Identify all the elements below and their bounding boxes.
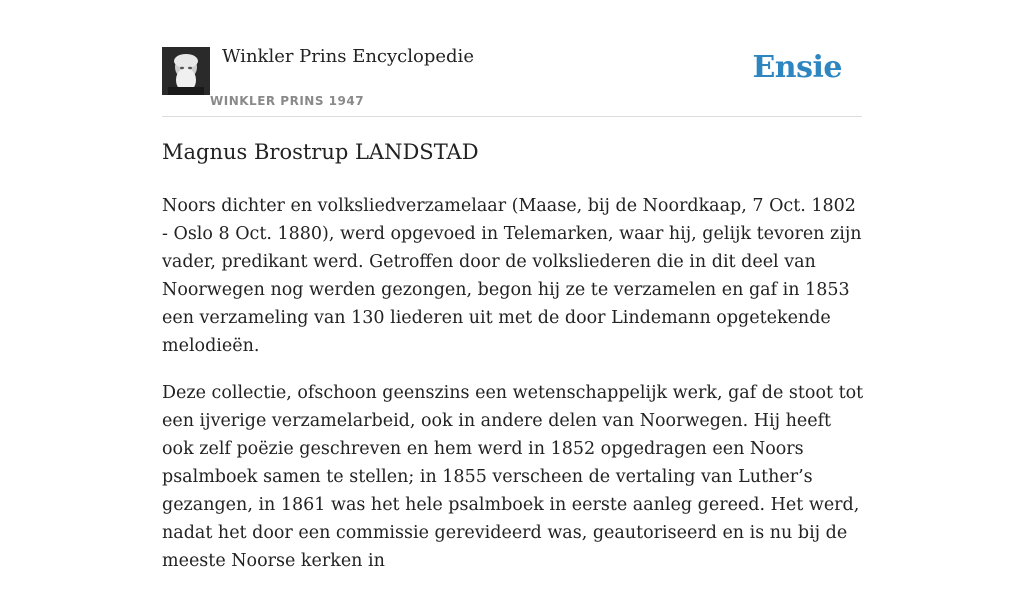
header (162, 0, 862, 117)
source-title[interactable]: Winkler Prins Encyclopedie (222, 46, 474, 67)
brand-logo[interactable]: Ensie (752, 50, 842, 85)
article-body (162, 192, 867, 594)
article-paragraph: Noors dichter en volksliedverzamelaar (Maase, bij de Noordkaap, 7 Oct. 1802 - Oslo 8 Oct. 1880), werd opgevoed in Telemarken, waar hij, gelijk tevoren zijn vader, predikant werd. Getroffen door de volksliederen die in dit deel van Noorwegen nog werden gezongen, begon hij ze te verzamelen en gaf in 1853 een verzameling van 130 liederen uit met de door Lindemann opgetekende melodieën. (162, 196, 862, 356)
article-paragraph: Deze collectie, ofschoon geenszins een wetenschappelijk werk, gaf de stoot tot een ijverige verzamelarbeid, ook in andere delen van Noorwegen. Hij heeft ook zelf poëzie geschreven en hem werd in 1852 opgedragen een Noors psalmboek samen te stellen; in 1855 verscheen de vertaling van Luther’s gezangen, in 1861 was het hele psalmboek in eerste aanleg gereed. Het werd, nadat het door een commissie gerevideerd was, geautoriseerd en is nu bij de meeste Noorse kerken in (162, 383, 864, 571)
portrait-avatar[interactable] (162, 47, 210, 95)
article-title: Magnus Brostrup LANDSTAD (162, 140, 479, 164)
source-subtitle: WINKLER PRINS 1947 (210, 94, 365, 108)
portrait-icon (162, 47, 210, 95)
